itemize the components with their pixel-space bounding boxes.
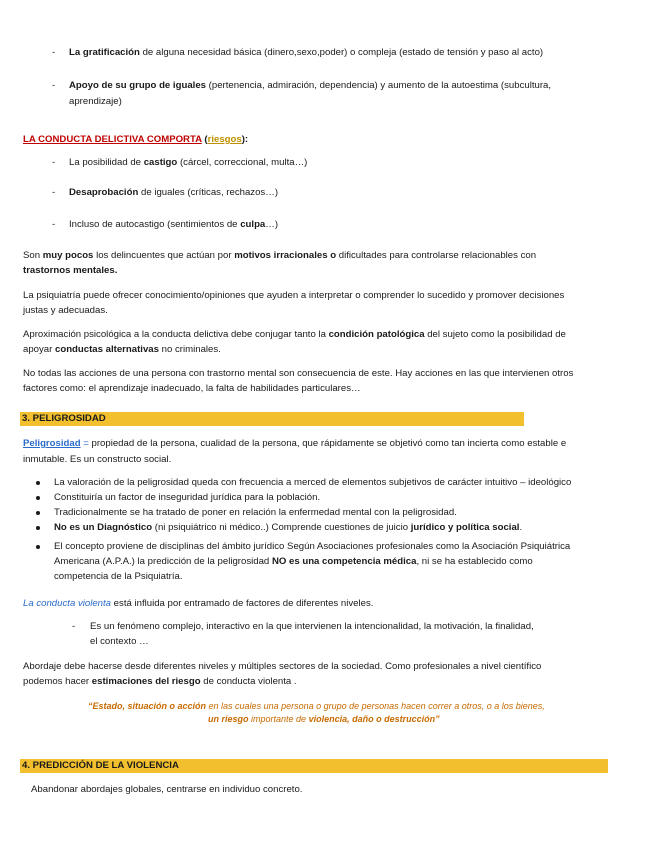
bullet-item-inseguridad: Constituiría un factor de inseguridad jurídica para la población. [54, 492, 321, 503]
heading-main: LA CONDUCTA DELICTIVA COMPORTA [23, 134, 202, 145]
bullet-item-diagnostico [54, 522, 522, 534]
text: de conducta violenta . [200, 676, 297, 687]
fenomeno-complejo-item: Es un fenómeno complejo, interactivo en la que intervienen la intencionalidad, la motivación, la finalidad, [90, 621, 534, 632]
quote-bold: “Estado, situación o acción [88, 701, 207, 711]
quote-bold: un riesgo [208, 714, 249, 724]
paragraph-psiquiatria: La psiquiatría puede ofrecer conocimiento/opiniones que ayuden a interpretar o comprender lo sucedido y promover decisiones [23, 290, 565, 301]
paragraph-psiquiatria-line2: justas y adecuadas. [23, 305, 108, 316]
bullet-item-concepto-line3: competencia de la Psiquiatría. [54, 571, 183, 582]
paragraph-no-todas: No todas las acciones de una persona con trastorno mental son consecuencia de este. Hay acciones en las que intervienen otros [23, 368, 574, 379]
paren-open: ( [201, 134, 208, 145]
quote-line2 [208, 713, 440, 725]
equals-sign: = [80, 438, 92, 449]
text: Son [23, 250, 43, 261]
list-dash: - [52, 187, 56, 198]
item-text: (cárcel, correccional, multa…) [177, 157, 308, 168]
bold-text: conductas alternativas [55, 344, 159, 355]
bold-text: La gratificación [69, 47, 140, 58]
bold-text: condición patológica [328, 329, 425, 340]
item-text: de alguna necesidad básica (dinero,sexo,poder) o compleja (estado de tensión y paso al acto) [139, 47, 544, 58]
text: apoyar [23, 344, 55, 355]
abordaje-paragraph: Abordaje debe hacerse desde diferentes niveles y múltiples sectores de la sociedad. Como profesionales a nivel científico [23, 661, 542, 672]
paragraph-muy-pocos [23, 250, 536, 262]
list-dash: - [52, 80, 56, 91]
list-dash: - [52, 219, 56, 230]
bullet-item-concepto: El concepto proviene de disciplinas del ámbito jurídico Según Asociaciones profesionales como la Asociación Psiquiátrica [54, 541, 571, 552]
bullet-item-tradicionalmente: Tradicionalmente se ha tratado de poner en relación la enfermedad mental con la peligrosidad. [54, 507, 457, 518]
item-text: Incluso de autocastigo (sentimientos de [69, 219, 241, 230]
paragraph-aproximacion [23, 329, 566, 341]
text: podemos hacer [23, 676, 92, 687]
text: , ni se ha establecido como [416, 556, 533, 567]
bullet-dot [36, 511, 40, 515]
quote-line1 [88, 700, 545, 712]
text: (ni psiquiátrico ni médico..) Comprende cuestiones de juicio [152, 522, 411, 533]
peligrosidad-term: Peligrosidad [23, 438, 81, 449]
peligrosidad-definition-line2: inmutable. Es un constructo social. [23, 454, 172, 465]
paragraph-no-todas-line2: factores como: el aprendizaje inadecuado, la falta de habilidades particulares… [23, 383, 361, 394]
bullet-dot [36, 545, 40, 549]
conducta-violenta-paragraph [23, 598, 373, 610]
peligrosidad-definition [23, 438, 566, 450]
conducta-violenta-term: La conducta violenta [23, 598, 112, 609]
bullet-dot [36, 526, 40, 530]
bold-text: No es un Diagnóstico [54, 522, 153, 533]
section-3-title: 3. PELIGROSIDAD [22, 413, 106, 424]
fenomeno-complejo-item-line2: el contexto … [90, 636, 149, 647]
bold-text: NO es una competencia médica [271, 556, 417, 567]
text: del sujeto como la posibilidad de [424, 329, 566, 340]
bullet-dot [36, 496, 40, 500]
text: Americana (A.P.A.) la predicción de la peligrosidad [54, 556, 272, 567]
bold-text: culpa [240, 219, 266, 230]
quote-bold: violencia, daño o destrucción” [308, 714, 440, 724]
bullet-item-concepto-line2 [54, 556, 533, 568]
bold-text: castigo [143, 157, 178, 168]
bullet-item-valoracion: La valoración de la peligrosidad queda con frecuencia a merced de elementos subjetivos de carácter intuitivo – ideológico [54, 477, 572, 488]
bold-text: jurídico y política social [410, 522, 520, 533]
item-text: …) [265, 219, 279, 230]
item-text: La posibilidad de [69, 157, 144, 168]
bold-text: motivos irracionales o [234, 250, 337, 261]
paragraph-muy-pocos-line2: trastornos mentales. [23, 265, 118, 276]
paragraph-aproximacion-line2 [23, 344, 221, 356]
text: . [519, 522, 523, 533]
section-4-title: 4. PREDICCIÓN DE LA VIOLENCIA [22, 760, 179, 771]
list-item-gratificacion [69, 47, 543, 59]
bold-text: Apoyo de su grupo de iguales [69, 80, 206, 91]
text: los delincuentes que actúan por [93, 250, 235, 261]
list-dash: - [52, 47, 56, 58]
item-text: de iguales (críticas, rechazos…) [138, 187, 279, 198]
bold-text: muy pocos [42, 250, 94, 261]
quote-text: importante de [248, 714, 309, 724]
riesgo-item-autocastigo [69, 219, 278, 231]
list-item-apoyo [69, 80, 551, 92]
abordaje-paragraph-line2 [23, 676, 297, 688]
text: no criminales. [158, 344, 221, 355]
paren-close: ): [241, 134, 249, 145]
final-paragraph: Abandonar abordajes globales, centrarse en individuo concreto. [31, 784, 303, 795]
quote-text: en las cuales una persona o grupo de personas hacen correr a otros, o a los bienes, [206, 701, 545, 711]
text: está influida por entramado de factores de diferentes niveles. [111, 598, 374, 609]
text: Aproximación psicológica a la conducta delictiva debe conjugar tanto la [23, 329, 329, 340]
heading-riesgos-word: riesgos [207, 134, 242, 145]
riesgo-item-castigo [69, 157, 307, 169]
bold-text: estimaciones del riesgo [91, 676, 201, 687]
bullet-dot [36, 481, 40, 485]
bold-text: Desaprobación [69, 187, 139, 198]
text: dificultades para controlarse relacionables con [336, 250, 537, 261]
riesgo-item-desaprobacion [69, 187, 278, 199]
list-dash: - [72, 621, 76, 632]
list-dash: - [52, 157, 56, 168]
list-item-apoyo-line2: aprendizaje) [69, 96, 122, 107]
riesgos-heading [23, 134, 248, 146]
item-text: (pertenencia, admiración, dependencia) y aumento de la autoestima (subcultura, [206, 80, 552, 91]
text: propiedad de la persona, cualidad de la persona, que rápidamente se objetivó como tan incierta como estable e [91, 438, 567, 449]
